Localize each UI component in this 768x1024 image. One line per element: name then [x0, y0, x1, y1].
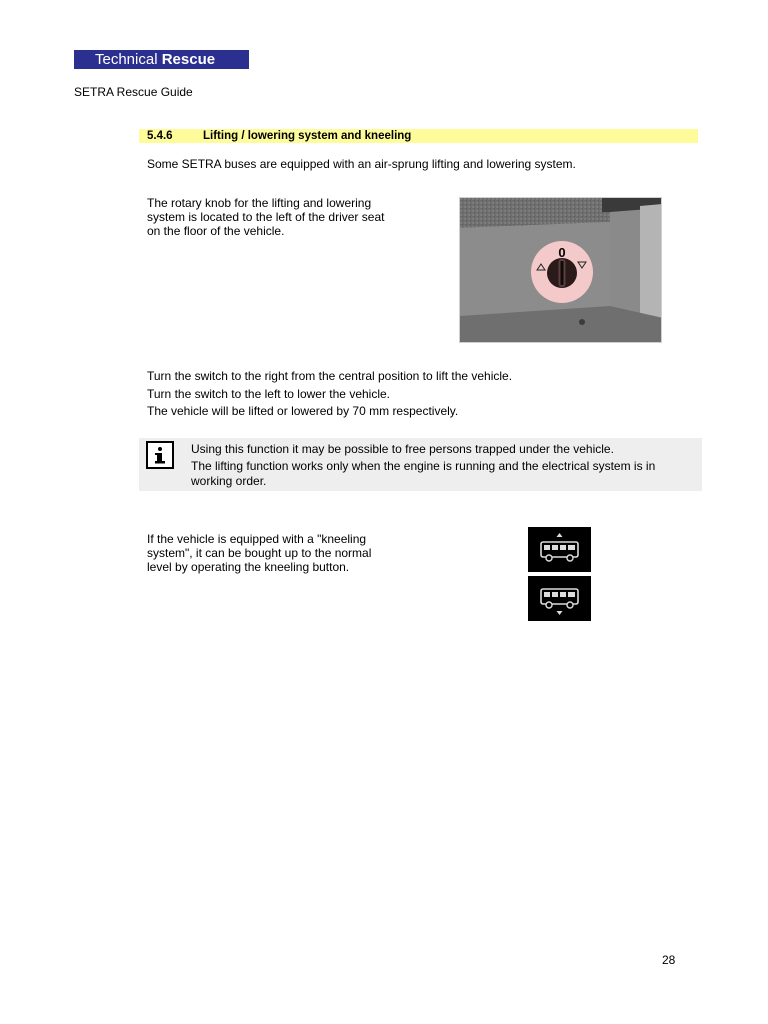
rotary-knob-illustration — [460, 198, 662, 343]
knob-description — [147, 196, 384, 238]
knob-description-line: on the floor of the vehicle. — [147, 224, 285, 238]
instruction-line: The vehicle will be lifted or lowered by 70 mm respectively. — [147, 404, 459, 418]
brand-label-bold: Rescue — [161, 51, 216, 68]
info-glyph — [150, 445, 170, 465]
knob-description-line: system is located to the left of the driver seat — [147, 210, 385, 224]
kneeling-description-line: level by operating the kneeling button. — [147, 560, 350, 574]
section-title: Lifting / lowering system and kneeling — [203, 130, 412, 142]
page-number: 28 — [662, 953, 676, 967]
info-icon — [146, 441, 174, 469]
instruction-line: Turn the switch to the right from the central position to lift the vehicle. — [147, 369, 513, 383]
section-number: 5.4.6 — [147, 130, 173, 142]
instruction-list — [147, 368, 512, 421]
bus-raise-icon — [528, 527, 591, 572]
intro-paragraph: Some SETRA buses are equipped with an air-sprung lifting and lowering system. — [147, 157, 576, 171]
bus-lower-icon — [528, 576, 591, 621]
instruction-line: Turn the switch to the left to lower the vehicle. — [147, 386, 391, 401]
info-note-line: The lifting function works only when the engine is running and the electrical system is in — [191, 459, 656, 473]
knob-description-line: The rotary knob for the lifting and lowering — [147, 196, 372, 210]
brand-banner — [74, 50, 249, 69]
kneeling-description-line: system", it can be bought up to the normal — [147, 546, 372, 560]
kneeling-description — [147, 532, 371, 574]
info-note-line: working order. — [191, 474, 267, 488]
brand-label-light: Technical — [95, 51, 158, 68]
dial-zero-label: 0 — [558, 245, 566, 260]
rotary-knob-photo — [459, 197, 662, 343]
guide-title: SETRA Rescue Guide — [74, 85, 193, 99]
info-note-line: Using this function it may be possible to free persons trapped under the vehicle. — [191, 442, 614, 456]
kneeling-description-line: If the vehicle is equipped with a "kneeling — [147, 532, 367, 546]
